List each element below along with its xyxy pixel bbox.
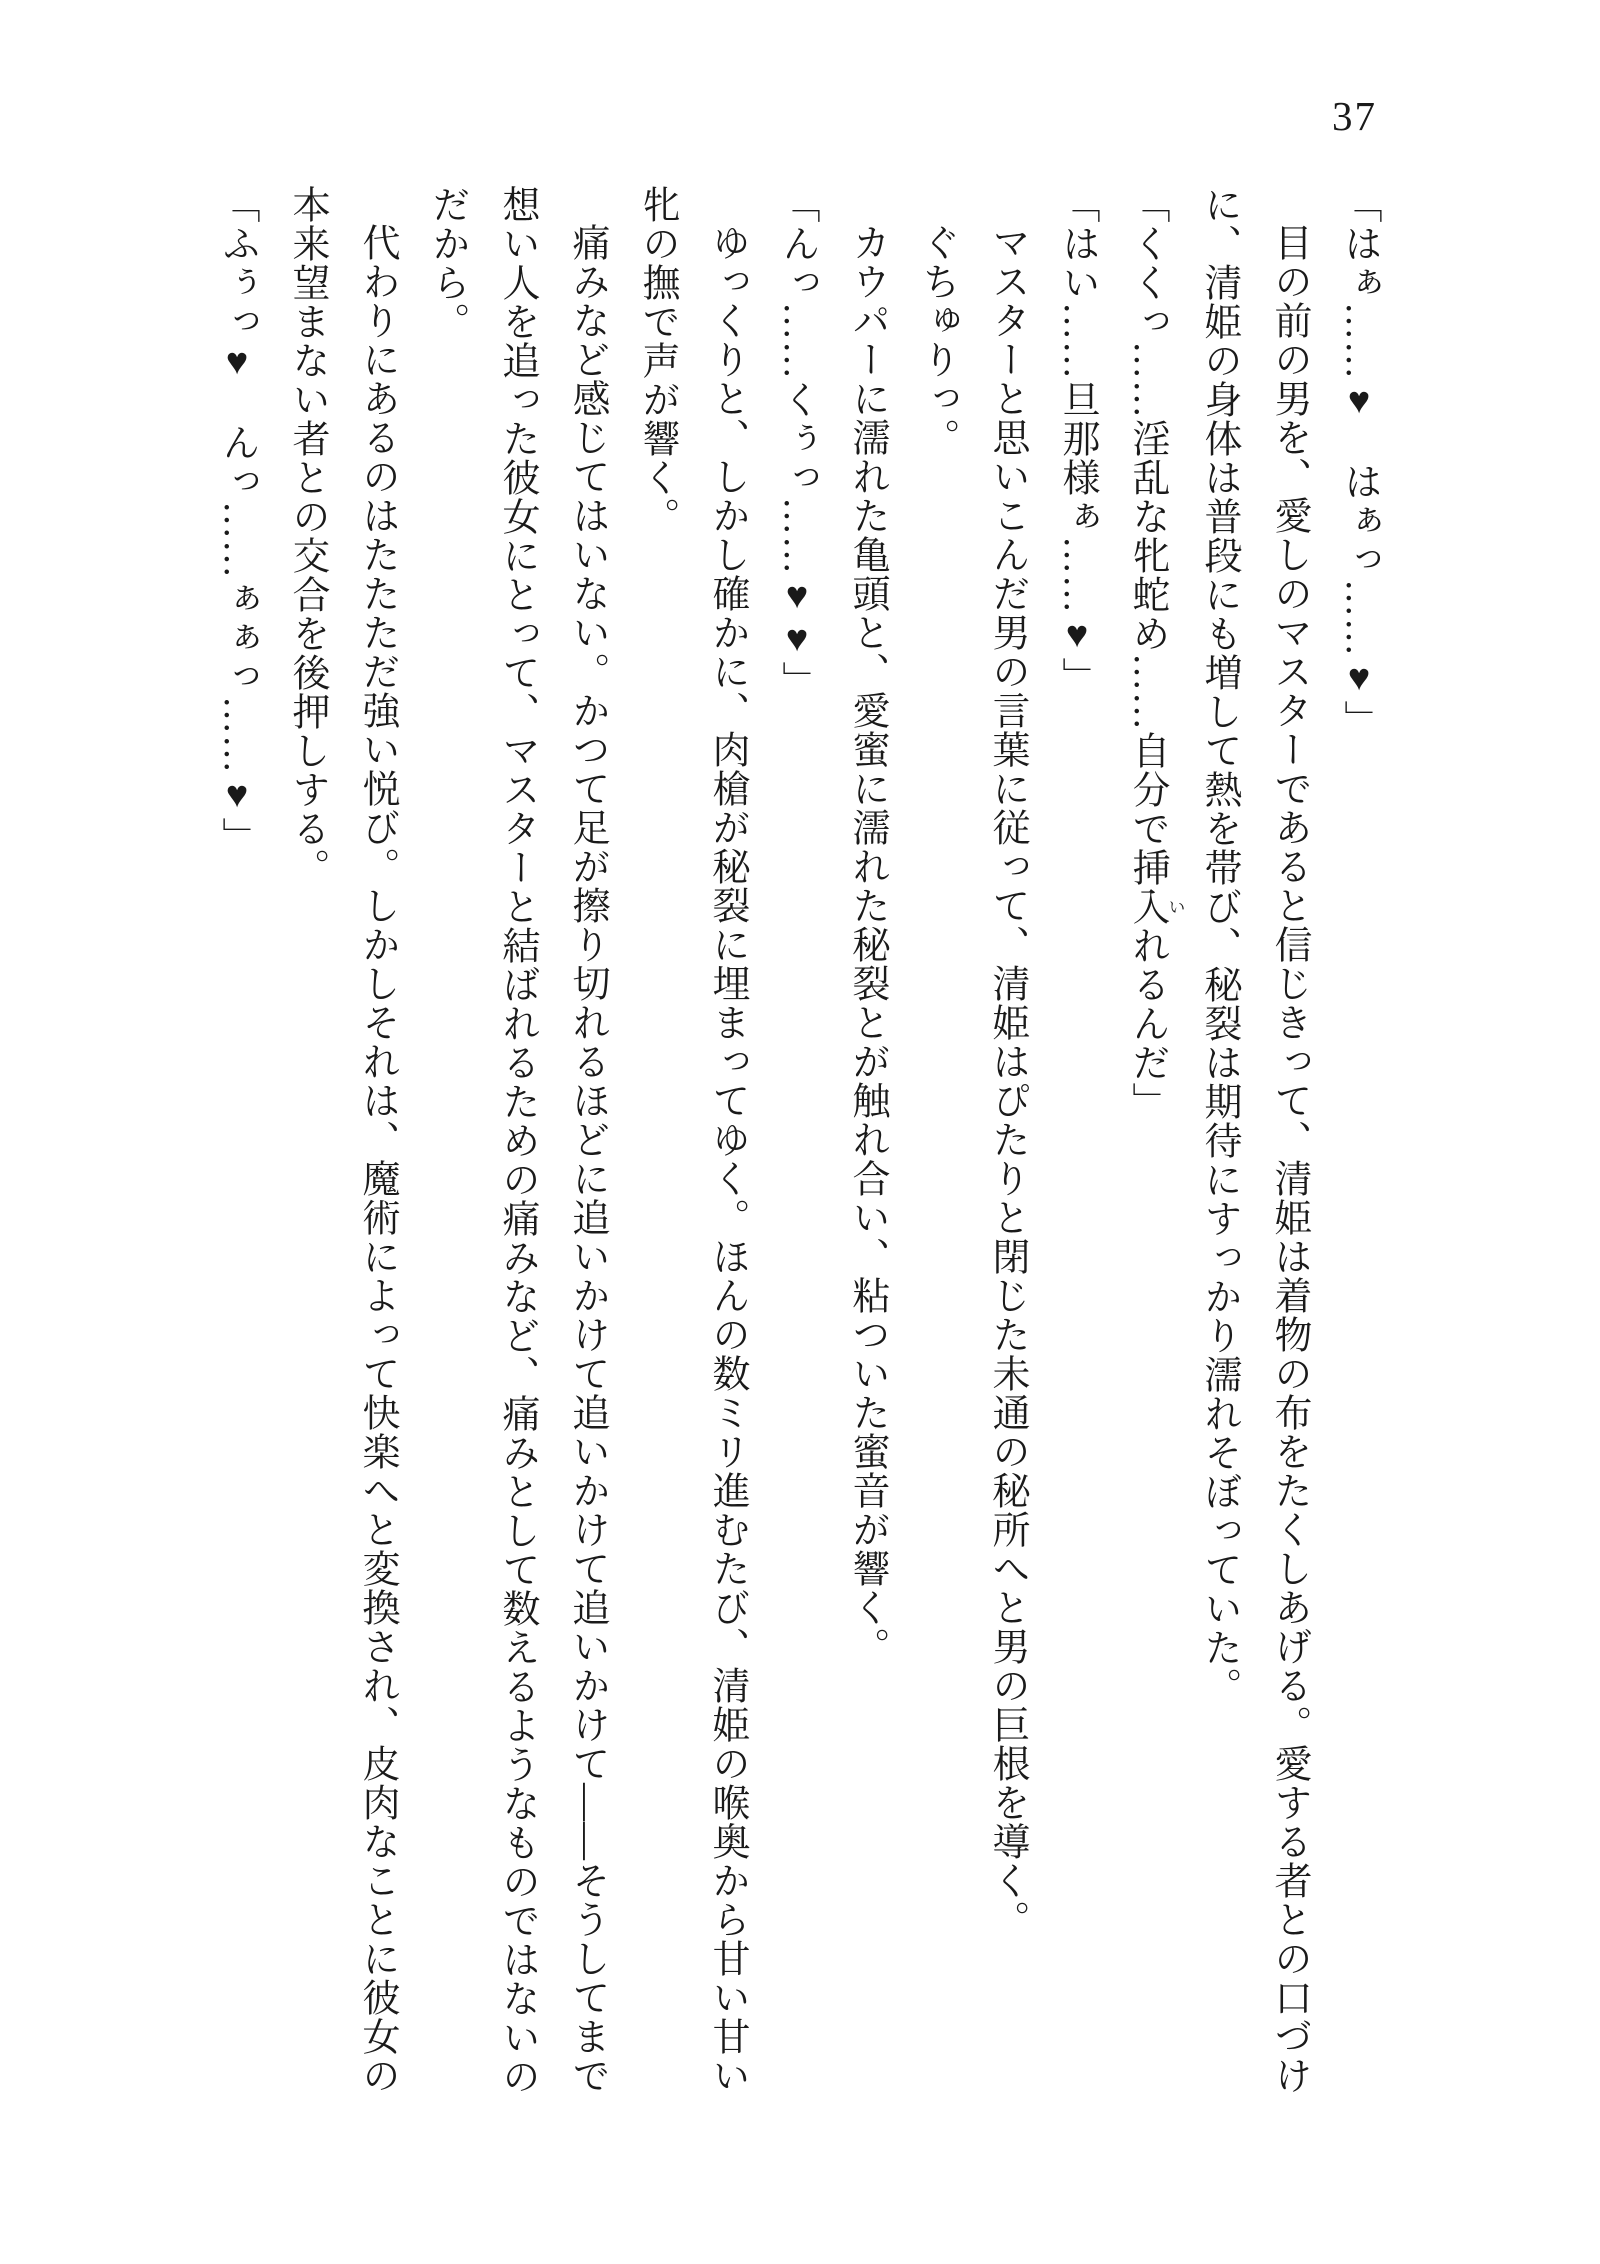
- paragraph-para-kawari: 代わりにあるのはたたただ強い悦び。しかしそれは、魔術によって快楽へと変換され、皮肉なことに彼女の本来望まない者との交合を後押しする。: [286, 185, 398, 2095]
- paragraph-para-cowper: カウパーに濡れた亀頭と、愛蜜に濡れた秘裂とが触れ合い、粘ついた蜜音が響く。: [846, 223, 888, 1666]
- paragraph-para-itami: 痛みなど感じてはいない。かつて足が擦り切れるほどに追いかけて追いかけて追いかけて——そうしてまで想い人を追った彼女にとって、マスターと結ばれるための痛みなど、痛みとして数えるようなものではないのだから。: [426, 185, 608, 2096]
- paragraph-quote-fuu: 「ふぅっ♥ んっ……ぁぁっ……♥」: [216, 185, 258, 856]
- paragraph-quote-kukuku: 「くくっ……淫乱な牝蛇め……自分で挿入いれるんだ」: [1126, 185, 1185, 1121]
- paragraph-para-master: マスターと思いこんだ男の言葉に従って、清姫はぴたりと閉じた未通の秘所へと男の巨根を導く。: [986, 223, 1028, 1939]
- page-number: 37: [1332, 93, 1377, 139]
- paragraph-quote-hai: 「はい……旦那様ぁ……♥」: [1056, 185, 1098, 696]
- furigana: 入い: [1126, 887, 1185, 926]
- paragraph-quote-nkuu: 「んっ……くぅっ……♥♥」: [776, 185, 818, 700]
- paragraph-quote-haa: 「はぁ……♥ はぁっ……♥」: [1338, 185, 1380, 739]
- paragraph-para-yukkuri: ゆっくりと、しかし確かに、肉槍が秘裂に埋まってゆく。ほんの数ミリ進むたび、清姫の喉奥から甘い甘い牝の撫で声が響く。: [636, 185, 748, 2095]
- paragraph-para-menomae: 目の前の男を、愛しのマスターであると信じきって、清姫は着物の布をたくしあげる。愛する者との口づけに、清姫の身体は普段にも増して熱を帯び、秘裂は期待にすっかり濡れそぼっていた。: [1198, 185, 1310, 2095]
- vertical-text-block: [202, 185, 1394, 2105]
- paragraph-para-guchuri: ぐちゅりっ。: [916, 223, 958, 457]
